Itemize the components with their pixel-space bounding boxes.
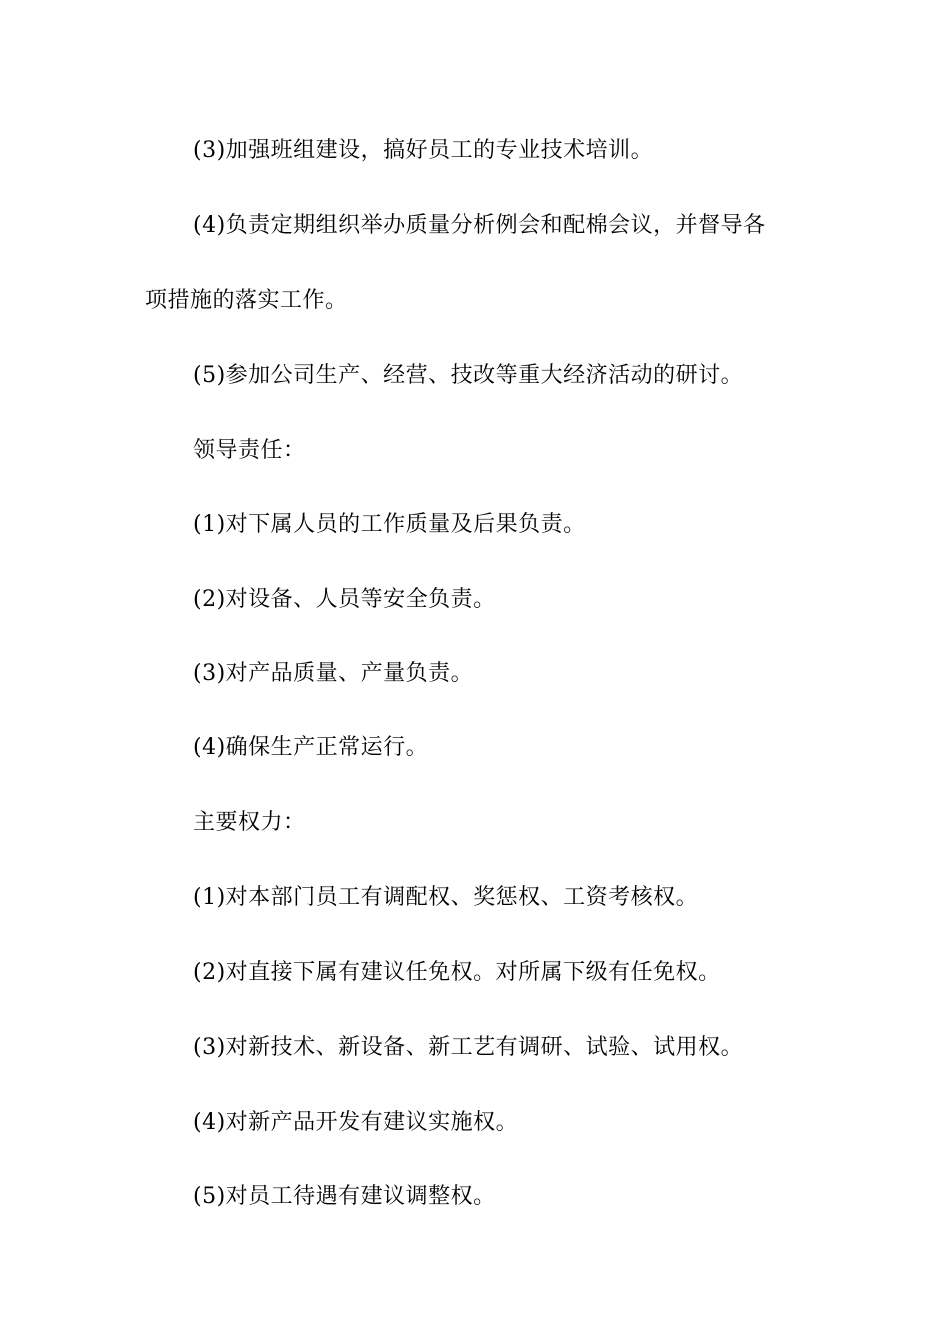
paragraph-line: (4)对新产品开发有建议实施权。: [193, 1110, 519, 1135]
section-heading: 主要权力：: [193, 810, 306, 835]
paragraph-line: (4)负责定期组织举办质量分析例会和配棉会议，并督导各: [193, 213, 766, 238]
section-heading: 领导责任：: [193, 438, 306, 463]
paragraph-line: (2)对设备、人员等安全负责。: [193, 587, 496, 612]
paragraph-line: (4)确保生产正常运行。: [193, 735, 429, 760]
paragraph-line: 项措施的落实工作。: [145, 288, 348, 313]
paragraph-line: (5)参加公司生产、经营、技改等重大经济活动的研讨。: [193, 363, 744, 388]
paragraph-line: (3)对新技术、新设备、新工艺有调研、试验、试用权。: [193, 1035, 744, 1060]
paragraph-line: (2)对直接下属有建议任免权。对所属下级有任免权。: [193, 960, 721, 985]
paragraph-line: (3)加强班组建设，搞好员工的专业技术培训。: [193, 138, 654, 163]
paragraph-line: (1)对本部门员工有调配权、奖惩权、工资考核权。: [193, 885, 699, 910]
paragraph-line: (1)对下属人员的工作质量及后果负责。: [193, 512, 586, 537]
paragraph-line: (5)对员工待遇有建议调整权。: [193, 1184, 496, 1209]
paragraph-line: (3)对产品质量、产量负责。: [193, 661, 474, 686]
